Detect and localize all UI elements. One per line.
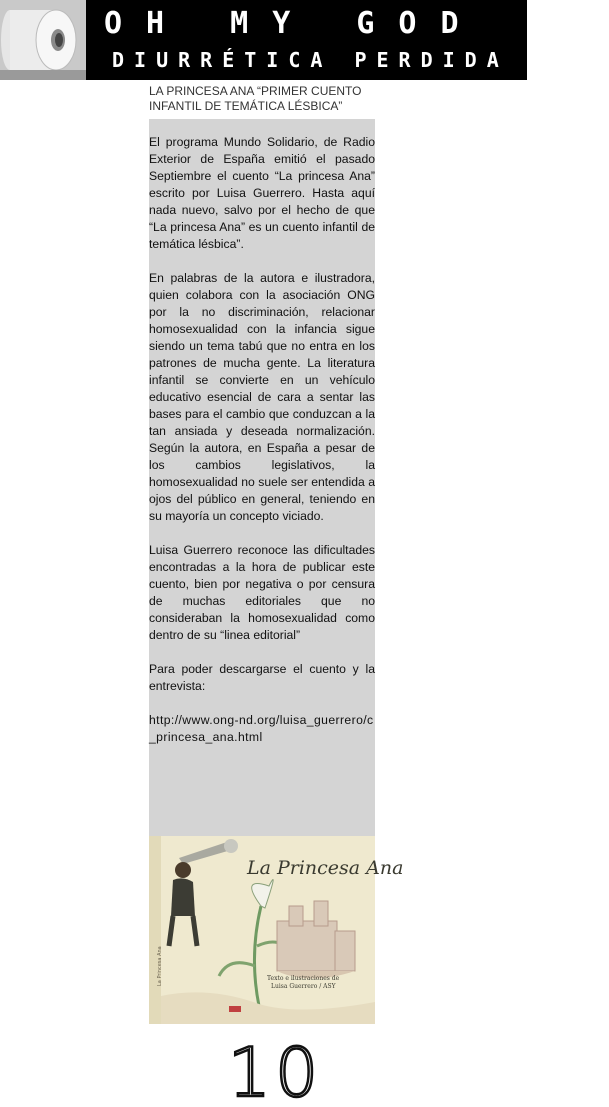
book-cover-image bbox=[149, 836, 404, 1024]
article-body bbox=[149, 134, 375, 763]
header-banner bbox=[0, 0, 609, 80]
article-title: LA PRINCESA ANA “PRIMER CUENTO INFANTIL DE TEMÁTICA LÉSBICA” bbox=[149, 84, 362, 113]
cover-credit: Texto e ilustraciones de bbox=[267, 975, 340, 982]
header-subtitle: DIURRÉTICA PERDIDA bbox=[112, 48, 509, 72]
cover-credit: Luisa Guerrero / ASY bbox=[271, 983, 336, 990]
page-number bbox=[205, 1034, 345, 1107]
cover-spine-text: La Princesa Ana bbox=[157, 946, 163, 986]
paragraph: Luisa Guerrero reconoce las dificultades encontradas a la hora de publicar este cuento, bien por negativa o por censura de muchas editoriales que no consideraban la homosexualidad como dentro de su “linea editorial” bbox=[149, 543, 375, 642]
toilet-paper-logo bbox=[0, 0, 86, 80]
header-title: OH MY GOD !! bbox=[104, 6, 609, 41]
paragraph: Para poder descargarse el cuento y la entrevista: bbox=[149, 662, 375, 693]
page-number-text: 10 bbox=[227, 1034, 323, 1107]
paragraph: En palabras de la autora e ilustradora, quien colabora con la asociación ONG por la no discriminación, relacionar homosexualidad con la infancia sigue siendo un tema tabú que no entra en los patrones de mucha gente. La literatura infantil se convierte en un vehículo educativo esencial de cara a sentar las bases para el cambio que conduzcan a la tan ansiada y deseada normalización. Según la autora, en España a pesar de los cambios legislativos, la homosexualidad no suele ser entendida a ojos del público en general, teniendo en su mayoría un concepto viciado. bbox=[149, 271, 375, 523]
paragraph: El programa Mundo Solidario, de Radio Exterior de España emitió el pasado Septiembre el cuento “La princesa Ana” escrito por Luisa Guerrero. Hasta aquí nada nuevo, salvo por el hecho de que “La princesa Ana” es un cuento infantil de temática lésbica”. bbox=[149, 135, 375, 251]
cover-title: La Princesa Ana bbox=[247, 857, 404, 879]
download-link[interactable]: http://www.ong-nd.org/luisa_guerrero/c_princesa_ana.html bbox=[149, 713, 374, 744]
